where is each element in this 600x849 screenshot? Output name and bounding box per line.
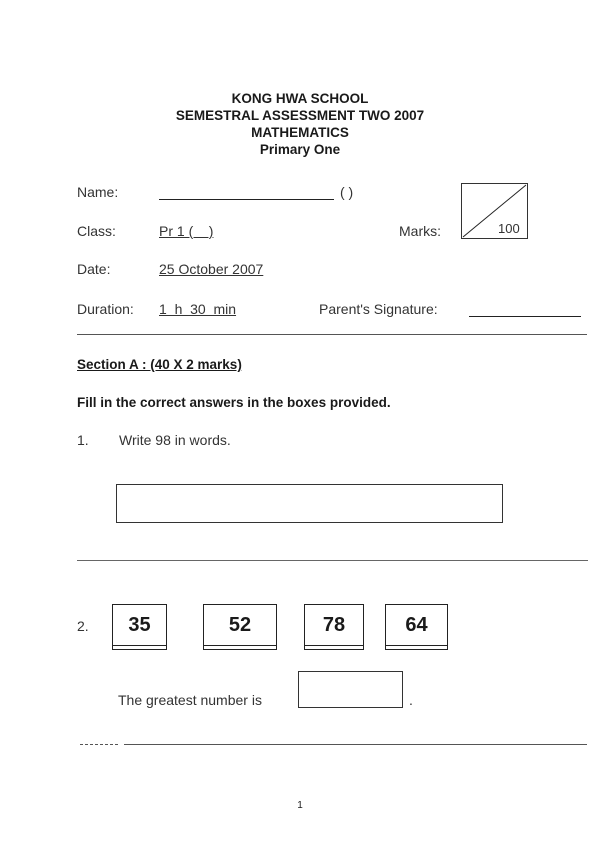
- question-2-divider: [124, 744, 587, 745]
- duration-value: 1 h 30 min: [159, 301, 237, 317]
- signature-line[interactable]: [469, 316, 581, 317]
- marks-total: 100: [498, 221, 520, 236]
- name-line[interactable]: [159, 199, 334, 200]
- name-label: Name:: [77, 184, 119, 200]
- number-box: 64: [385, 604, 448, 646]
- number-box: 52: [203, 604, 277, 646]
- header-divider: [77, 334, 587, 335]
- question-1-text: Write 98 in words.: [119, 432, 231, 448]
- question-1-answer-box[interactable]: [116, 484, 503, 523]
- question-2-prompt: The greatest number is: [118, 692, 262, 708]
- marks-label: Marks:: [399, 223, 441, 239]
- level-title: Primary One: [259, 142, 341, 157]
- register-number-paren: ( ): [340, 184, 354, 200]
- number-box: 35: [112, 604, 167, 646]
- page-number: 1: [297, 800, 303, 811]
- date-label: Date:: [77, 261, 111, 277]
- question-2-suffix: .: [409, 692, 413, 708]
- question-2-number: 2.: [77, 618, 89, 634]
- date-value: 25 October 2007: [159, 261, 264, 277]
- marks-box: [461, 183, 528, 239]
- question-1-number: 1.: [77, 432, 89, 448]
- question-2-answer-box[interactable]: [298, 671, 403, 708]
- school-name: KONG HWA SCHOOL: [231, 91, 369, 106]
- duration-label: Duration:: [77, 301, 134, 317]
- signature-label: Parent's Signature:: [319, 301, 438, 317]
- class-value: Pr 1 ( ): [159, 223, 214, 239]
- class-label: Class:: [77, 223, 116, 239]
- section-title: Section A : (40 X 2 marks): [77, 357, 242, 372]
- question-1-divider: [77, 560, 588, 561]
- number-box: 78: [304, 604, 364, 646]
- question-2-divider-dash: [80, 744, 118, 745]
- assessment-title: SEMESTRAL ASSESSMENT TWO 2007: [175, 108, 425, 123]
- section-instruction: Fill in the correct answers in the boxes provided.: [77, 395, 391, 410]
- subject-title: MATHEMATICS: [251, 125, 349, 140]
